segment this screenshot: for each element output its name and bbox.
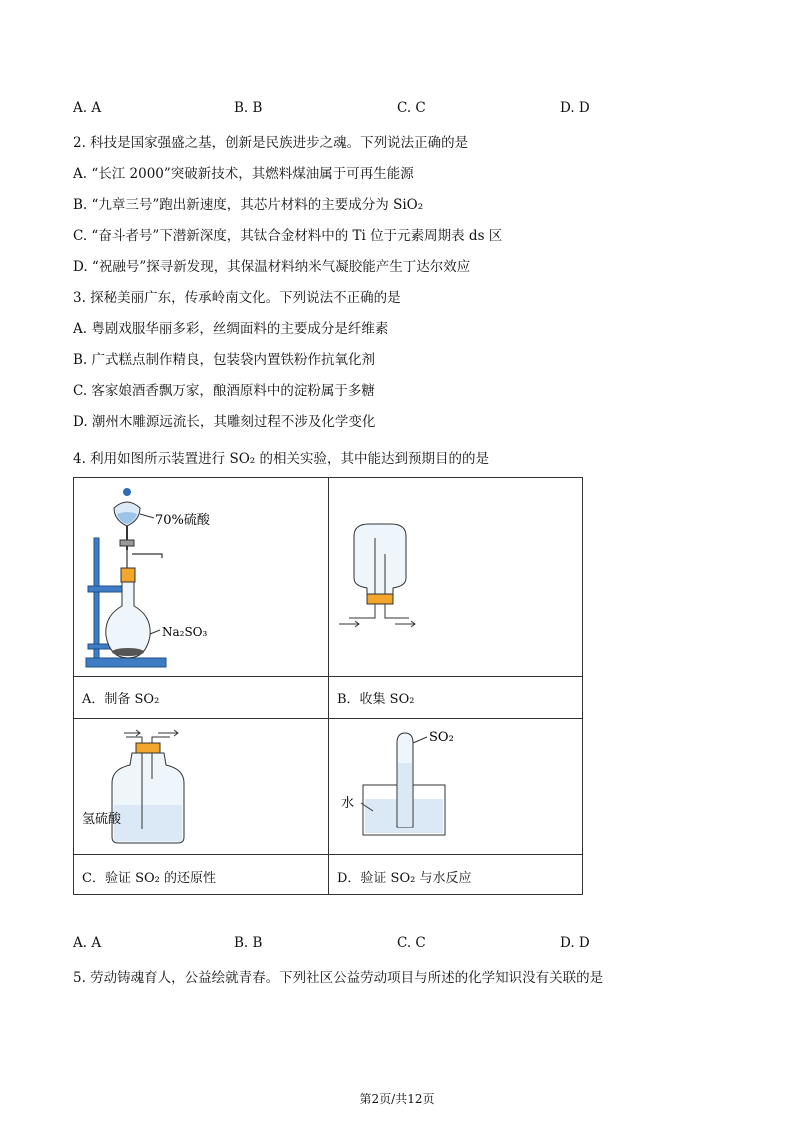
acid-label: 70%硫酸 xyxy=(155,513,210,528)
q2-option-a[interactable]: A. “长江 2000”突破新技术，其燃料煤油属于可再生能源 xyxy=(73,166,414,182)
q2-option-b[interactable]: B. “九章三号”跑出新速度，其芯片材料的主要成分为 SiO₂ xyxy=(73,197,424,213)
q2-option-d[interactable]: D. “祝融号”探寻新发现，其保温材料纳米气凝胶能产生丁达尔效应 xyxy=(73,259,471,275)
water-label: 水 xyxy=(341,796,355,811)
q5-stem: 5. 劳动铸魂育人，公益绘就青春。下列社区公益劳动项目与所述的化学知识没有关联的是 xyxy=(73,970,604,986)
q3-option-b[interactable]: B. 广式糕点制作精良，包装袋内置铁粉作抗氧化剂 xyxy=(73,352,376,368)
option-a[interactable]: A. A xyxy=(73,100,102,116)
q2-stem: 2. 科技是国家强盛之基，创新是民族进步之魂。下列说法正确的是 xyxy=(73,135,469,151)
salt-label: Na₂SO₃ xyxy=(162,625,208,639)
answer-b[interactable]: B. B xyxy=(234,935,263,951)
caption-d: D．验证 SO₂ 与水反应 xyxy=(337,871,472,886)
q3-option-c[interactable]: C. 客家娘酒香飘万家，酿酒原料中的淀粉属于多糖 xyxy=(73,383,375,399)
caption-a: A．制备 SO₂ xyxy=(82,692,160,707)
h2s-bottle-diagram xyxy=(74,719,328,854)
apparatus-a xyxy=(74,478,328,676)
apparatus-b xyxy=(329,478,583,676)
option-b[interactable]: B. B xyxy=(234,100,263,116)
answer-a[interactable]: A. A xyxy=(73,935,102,951)
h2s-label: 氢硫酸 xyxy=(82,812,122,827)
so2-label: SO₂ xyxy=(429,730,454,745)
q3-stem: 3. 探秘美丽广东，传承岭南文化。下列说法不正确的是 xyxy=(73,290,401,306)
answer-c[interactable]: C. C xyxy=(397,935,426,951)
q3-option-d[interactable]: D. 潮州木雕源远流长，其雕刻过程不涉及化学变化 xyxy=(73,414,376,430)
q4-stem: 4. 利用如图所示装置进行 SO₂ 的相关实验，其中能达到预期目的的是 xyxy=(73,451,489,467)
prepare-so2-diagram xyxy=(74,478,328,676)
apparatus-d xyxy=(329,719,583,854)
answer-d[interactable]: D. D xyxy=(560,935,590,951)
option-c[interactable]: C. C xyxy=(397,100,426,116)
q3-option-a[interactable]: A. 粤剧戏服华丽多彩，丝绸面料的主要成分是纤维素 xyxy=(73,321,389,337)
option-d[interactable]: D. D xyxy=(560,100,590,116)
collect-so2-diagram xyxy=(329,478,583,676)
q2-option-c[interactable]: C. “奋斗者号”下潜新深度，其钛合金材料中的 Ti 位于元素周期表 ds 区 xyxy=(73,228,503,244)
caption-c: C．验证 SO₂ 的还原性 xyxy=(82,871,216,886)
apparatus-c xyxy=(74,719,328,854)
page-footer: 第2页/共12页 xyxy=(359,1092,435,1106)
water-trough-diagram xyxy=(329,719,583,854)
caption-b: B．收集 SO₂ xyxy=(337,692,415,707)
apparatus-table xyxy=(73,477,583,895)
